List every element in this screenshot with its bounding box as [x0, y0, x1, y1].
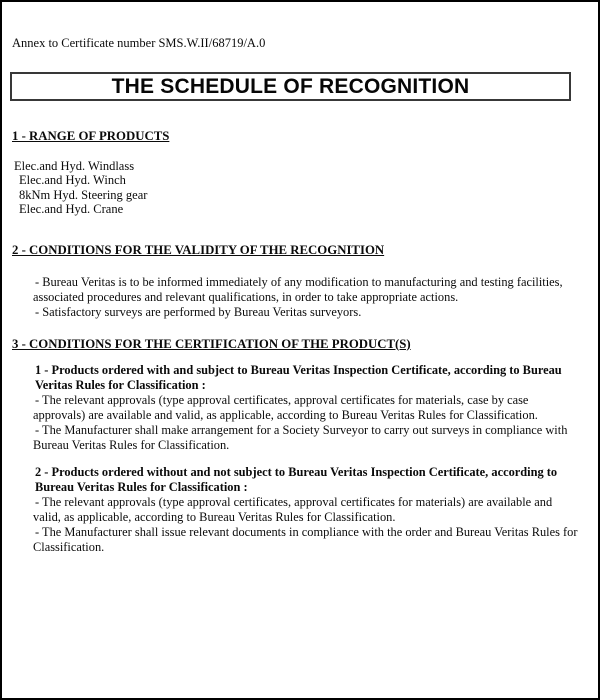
product-list: [14, 159, 598, 217]
section-2-heading: 2 - CONDITIONS FOR THE VALIDITY OF THE RECOGNITION: [12, 242, 385, 257]
title-box: [10, 72, 571, 101]
condition-paragraph: - The relevant approvals (type approval certificates, approval certificates for materials) are available and valid, as applicable, according to Bureau Veritas Rules for Classification.: [33, 494, 553, 524]
product-line: Elec.and Hyd. Windlass: [14, 159, 135, 173]
subsection-1-heading: 1 - Products ordered with and subject to Bureau Veritas Inspection Certificate, according to Bureau Veritas Rules for Classification :: [35, 362, 562, 392]
condition-paragraph: - Bureau Veritas is to be informed immediately of any modification to manufacturing and testing facilities, associated procedures and relevant qualifications, in order to take appropriate actions.: [33, 274, 563, 304]
section-1-heading: 1 - RANGE OF PRODUCTS: [12, 129, 170, 143]
section-2-body: [33, 275, 578, 320]
subsection-2-body: [33, 495, 578, 555]
product-line: Elec.and Hyd. Crane: [19, 202, 124, 217]
product-line: 8kNm Hyd. Steering gear: [19, 187, 148, 202]
section-3-heading: 3 - CONDITIONS FOR THE CERTIFICATION OF THE PRODUCT(S): [12, 336, 411, 351]
condition-paragraph: - The Manufacturer shall issue relevant documents in compliance with the order and Bureau Veritas Rules for Classification.: [33, 524, 578, 554]
page-title: THE SCHEDULE OF RECOGNITION: [111, 75, 470, 98]
condition-paragraph: - The relevant approvals (type approval certificates, approval certificates for materials, case by case approvals) are available and valid, as applicable, according to Bureau Veritas Rules for Classification.: [33, 392, 538, 422]
condition-paragraph: - Satisfactory surveys are performed by Bureau Veritas surveyors.: [35, 304, 362, 319]
subsection-1-body: [33, 393, 578, 453]
annex-reference: Annex to Certificate number SMS.W.II/68719/A.0: [12, 36, 266, 50]
subsection-2-heading: 2 - Products ordered without and not subject to Bureau Veritas Inspection Certificate, according to Bureau Veritas Rules for Classification :: [35, 464, 558, 494]
condition-paragraph: - The Manufacturer shall make arrangement for a Society Surveyor to carry out surveys in compliance with Bureau Veritas Rules for Classification.: [33, 422, 568, 452]
product-line: Elec.and Hyd. Winch: [19, 173, 126, 188]
